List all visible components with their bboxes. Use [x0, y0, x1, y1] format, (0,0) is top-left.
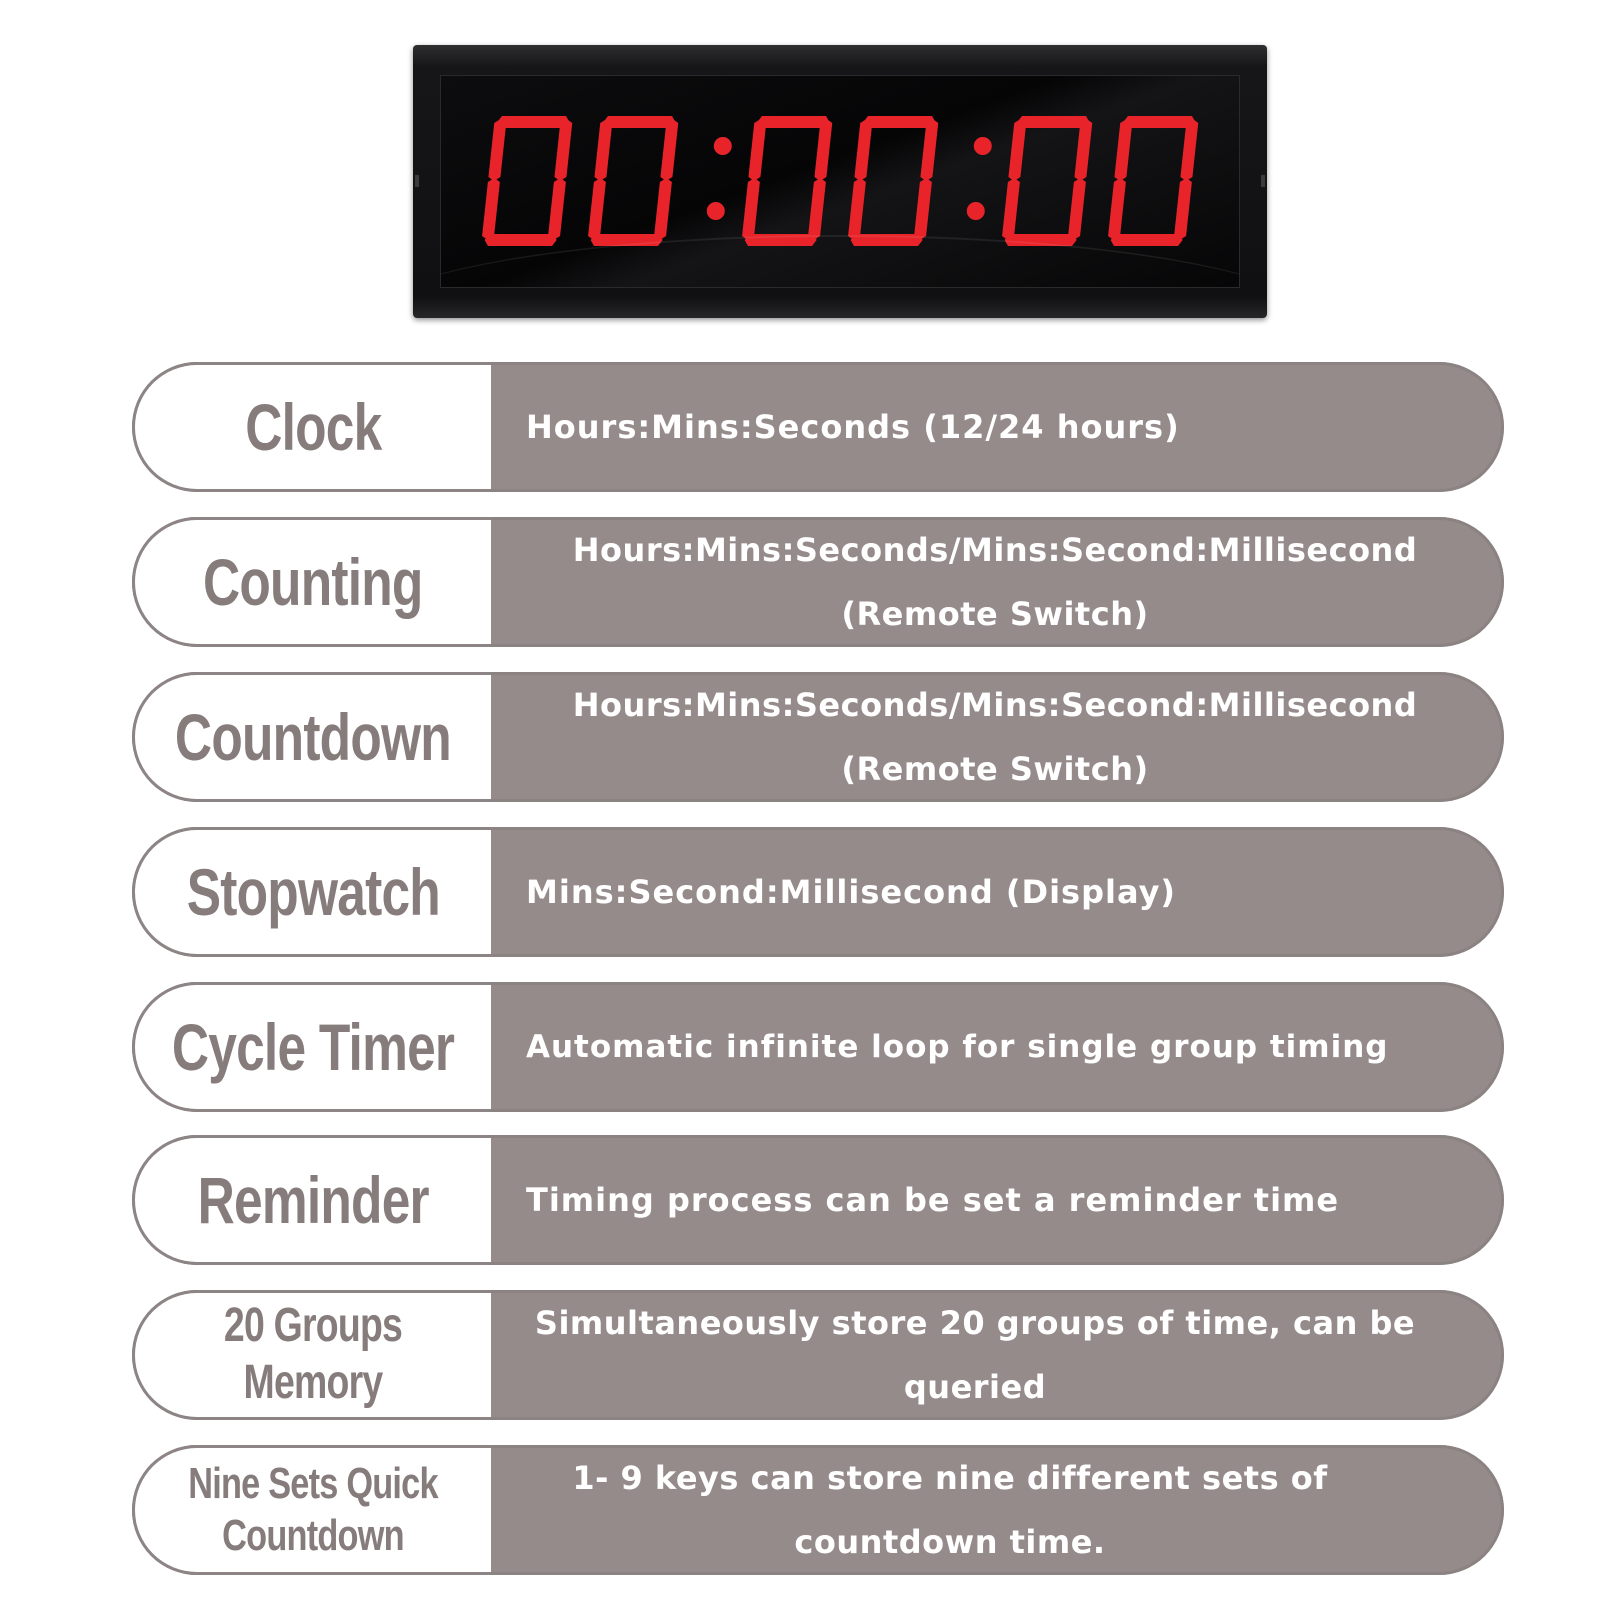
feature-name: 20 Groups Memory: [223, 1299, 403, 1409]
feature-description: Mins:Second:Millisecond (Display): [526, 873, 1177, 911]
led-colon-dot-bottom: [967, 202, 985, 220]
feature-description: Hours:Mins:Seconds (12/24 hours): [526, 408, 1180, 446]
feature-name-cell: [132, 1290, 491, 1420]
feature-description-cell: [491, 1445, 1504, 1575]
feature-name-cell: [132, 1445, 491, 1575]
feature-row-countdown: [132, 672, 1504, 802]
led-segment-a: [603, 116, 675, 128]
led-segment-d: [1005, 234, 1077, 246]
led-segment-c: [808, 178, 826, 240]
led-segment-e: [1108, 178, 1126, 240]
led-segment-b: [814, 119, 832, 181]
led-segment-d: [1111, 234, 1183, 246]
feature-name-cell: [132, 982, 491, 1112]
feature-description-cell: [491, 827, 1504, 957]
led-segment-b: [1180, 119, 1198, 181]
led-segment-c: [1174, 178, 1192, 240]
feature-name-cell: [132, 517, 491, 647]
led-segment-e: [588, 178, 606, 240]
led-segment-b: [1074, 119, 1092, 181]
led-colon-dot-bottom: [707, 202, 725, 220]
feature-description: Hours:Mins:Seconds/Mins:Second:Millisecond (Remote Switch): [572, 531, 1418, 633]
feature-name: Clock: [244, 390, 382, 464]
feature-name: Stopwatch: [186, 855, 440, 929]
led-screen: [440, 75, 1240, 288]
led-segment-c: [654, 178, 672, 240]
led-segment-f: [854, 119, 872, 181]
feature-name: Countdown: [174, 700, 452, 774]
feature-description-cell: [491, 362, 1504, 492]
feature-row-cycle-timer: [132, 982, 1504, 1112]
led-segment-f: [1114, 119, 1132, 181]
led-segment-b: [554, 119, 572, 181]
led-segment-d: [745, 234, 817, 246]
led-segment-a: [1123, 116, 1195, 128]
feature-row-nine-sets-quick-countdown: [132, 1445, 1504, 1575]
led-segment-d: [485, 234, 557, 246]
led-segment-a: [757, 116, 829, 128]
led-segment-e: [848, 178, 866, 240]
feature-name: Reminder: [197, 1163, 429, 1237]
led-segment-d: [851, 234, 923, 246]
feature-description: Hours:Mins:Seconds/Mins:Second:Millisecond (Remote Switch): [572, 686, 1418, 788]
feature-description-cell: [491, 517, 1504, 647]
led-segment-e: [482, 178, 500, 240]
feature-row-clock: [132, 362, 1504, 492]
led-segment-e: [1002, 178, 1020, 240]
feature-name-cell: [132, 827, 491, 957]
led-timer-device: [413, 45, 1267, 318]
feature-name-cell: [132, 672, 491, 802]
feature-description: Simultaneously store 20 groups of time, can be queried: [534, 1304, 1416, 1406]
feature-description-cell: [491, 982, 1504, 1112]
feature-name: Nine Sets Quick Countdown: [188, 1459, 438, 1560]
feature-name-cell: [132, 1135, 491, 1265]
led-segment-c: [548, 178, 566, 240]
led-colon-dot-top: [974, 137, 992, 155]
led-segment-f: [594, 119, 612, 181]
led-colon-dot-top: [714, 137, 732, 155]
feature-description-cell: [491, 1290, 1504, 1420]
feature-description-cell: [491, 672, 1504, 802]
feature-row-stopwatch: [132, 827, 1504, 957]
feature-description-cell: [491, 1135, 1504, 1265]
feature-description: Timing process can be set a reminder time: [526, 1181, 1340, 1219]
led-segment-b: [920, 119, 938, 181]
feature-name-cell: [132, 362, 491, 492]
led-segment-b: [660, 119, 678, 181]
feature-row-counting: [132, 517, 1504, 647]
mount-bracket-right: [1261, 175, 1265, 187]
led-segment-e: [742, 178, 760, 240]
led-segment-d: [591, 234, 663, 246]
led-digits-display: [441, 76, 1239, 287]
feature-name: Cycle Timer: [171, 1010, 455, 1084]
led-segment-a: [497, 116, 569, 128]
feature-description: 1- 9 keys can store nine different sets of countdown time.: [572, 1459, 1328, 1561]
led-segment-f: [748, 119, 766, 181]
mount-bracket-left: [415, 175, 419, 187]
feature-row-reminder: [132, 1135, 1504, 1265]
led-segment-f: [488, 119, 506, 181]
led-segment-c: [914, 178, 932, 240]
feature-description: Automatic infinite loop for single group timing: [526, 1029, 1389, 1065]
feature-row-20-groups-memory: [132, 1290, 1504, 1420]
led-segment-a: [863, 116, 935, 128]
led-segment-a: [1017, 116, 1089, 128]
led-segment-f: [1008, 119, 1026, 181]
led-segment-c: [1068, 178, 1086, 240]
feature-name: Counting: [203, 545, 423, 619]
